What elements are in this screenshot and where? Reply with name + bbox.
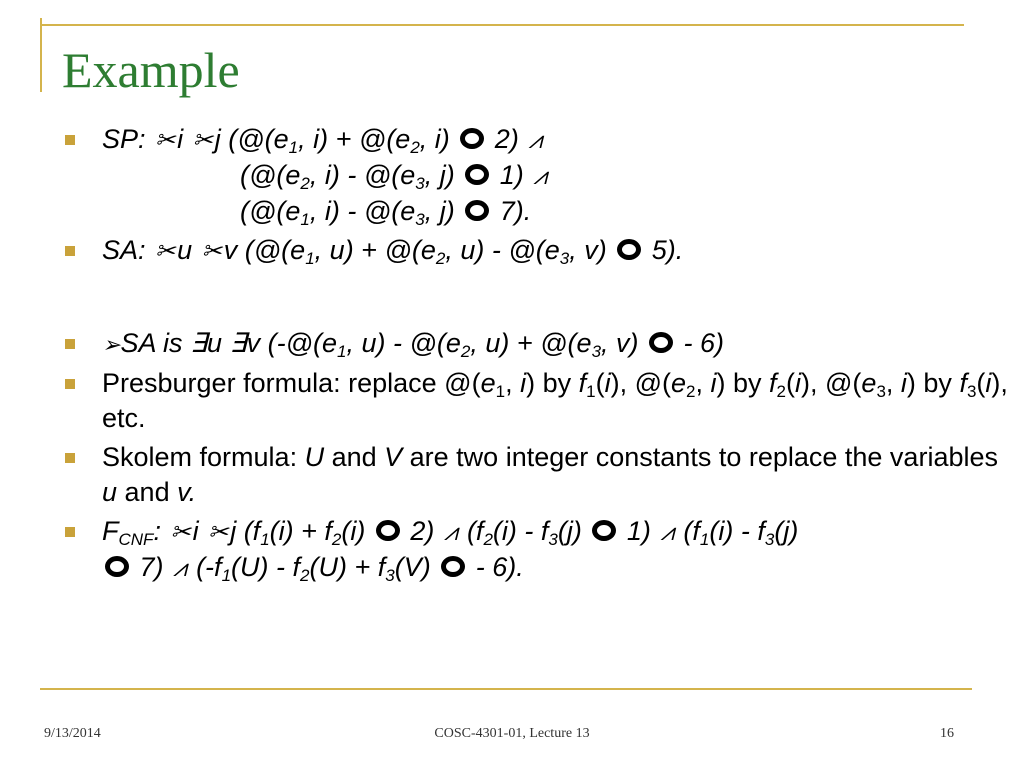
title-frame-top-rule: [40, 24, 964, 26]
arrow-bullet-icon: ➢: [102, 332, 121, 357]
geq-ring-icon: [460, 128, 484, 149]
geq-ring-icon: [465, 164, 489, 185]
square-bullet-icon: [65, 453, 75, 463]
square-bullet-icon: [65, 246, 75, 256]
bullet-sa: SA: ✂u ✂v ($@(e_1$, $u) + @(e_2$, $u) - @(e_3$, v) 5).: [62, 233, 1012, 269]
geq-ring-icon: [617, 239, 641, 260]
title-frame-left-rule: [40, 18, 42, 92]
bullet-presburger: Presburger formula: replace $@(e_1$, i) by $f_1(i)$, $@(e_2$, i) by $f_2(i)$, $@(e_3$, i) by $f_3(i)$, etc.: [62, 366, 1012, 436]
square-bullet-icon: [65, 135, 75, 145]
geq-ring-icon: [592, 520, 616, 541]
bullet-skolem: Skolem formula: U and V are two integer constants to replace the variables u and v.: [62, 440, 1012, 510]
slide-number: 16: [940, 726, 954, 741]
square-bullet-icon: [65, 379, 75, 389]
bullet-sa-exists: ➢SA is ∃u ∃v ($-@(e_1$, $u) - @(e_2$, $u) + @(e_3$, v) - 6): [62, 326, 1012, 362]
bullet-sp-line-2: ($@(e_2$, $i) - @(e_3$, j) 1) ⩘: [240, 160, 547, 193]
footer-course: COSC-4301-01, Lecture 13: [434, 726, 590, 741]
square-bullet-icon: [65, 527, 75, 537]
footer-date: 9/13/2014: [44, 726, 101, 741]
bullet-sp-line-3: ($@(e_1$, $i) - @(e_3$, j) 7).: [240, 196, 532, 229]
square-bullet-icon: [65, 339, 75, 349]
geq-ring-icon: [105, 556, 129, 577]
geq-ring-icon: [441, 556, 465, 577]
geq-ring-icon: [376, 520, 400, 541]
bullet-sp: SP: ✂i ✂j ($@(e_1$, $i) + @(e_2$, i) 2) ⩘: [62, 122, 1012, 158]
geq-ring-icon: [649, 332, 673, 353]
bullet-fcnf: $F_{CNF}$: ✂i ✂j ($f_1(i) + f_2(i)$ 2) ⩘ ($f_2(i) - f_3(j)$ 1) ⩘ ($f_1(i) - f_3(j)$ 7) ⩘ $(-f_1(U) - f_2(U) + f_3(V) - 6)$.: [62, 514, 1012, 586]
footer-rule: [40, 688, 972, 690]
slide-title: Example: [62, 42, 240, 98]
slide-body: [62, 122, 1012, 586]
geq-ring-icon: [465, 200, 489, 221]
